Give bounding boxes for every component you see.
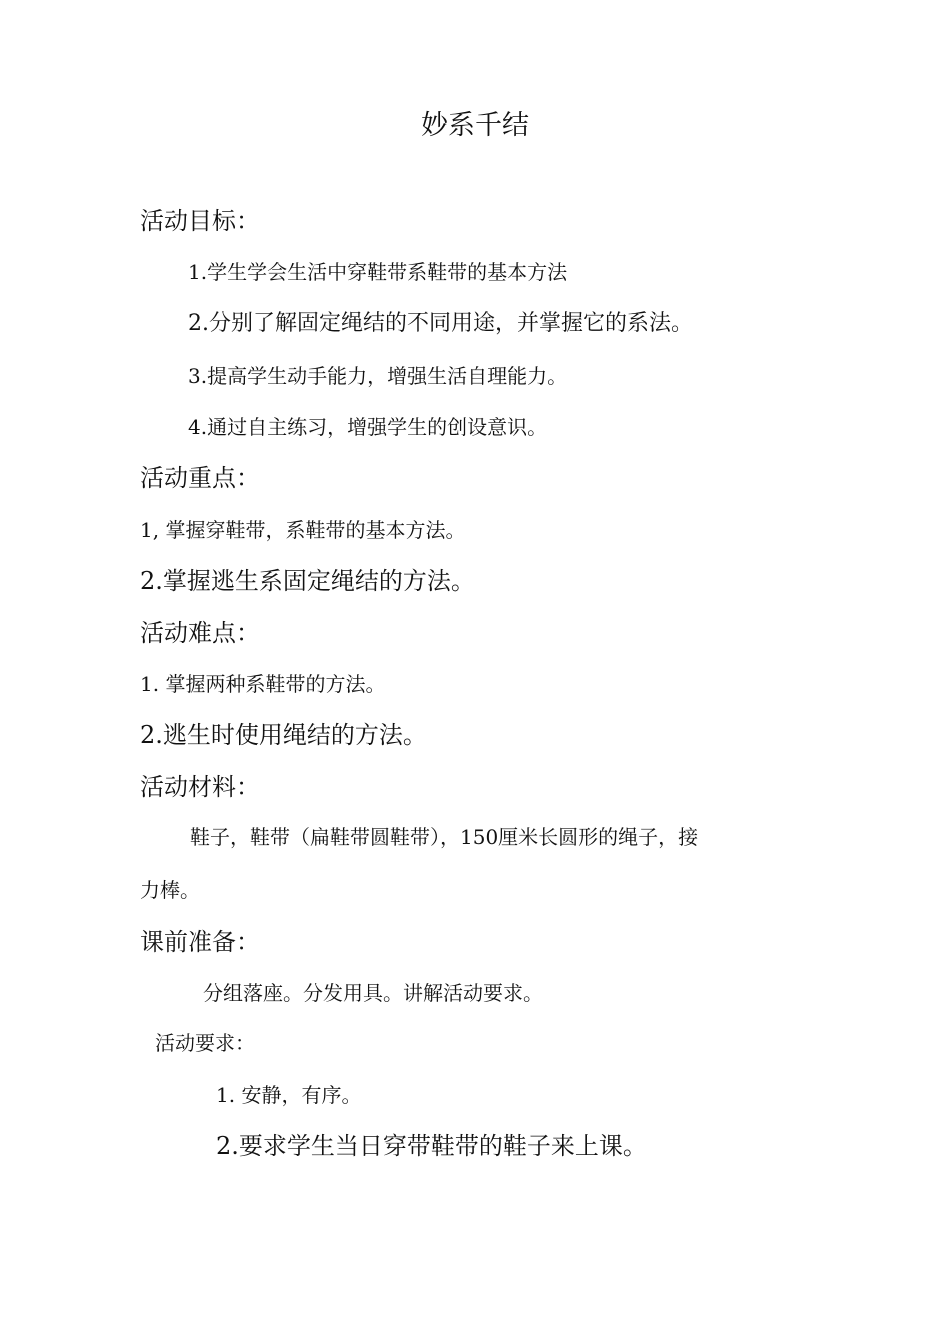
objectives-heading: 活动目标：: [140, 207, 260, 235]
preparation-heading: 课前准备：: [140, 928, 260, 956]
materials-heading: 活动材料：: [140, 773, 260, 801]
difficulties-heading: 活动难点：: [140, 619, 260, 647]
key-point-item-2: 2.掌握逃生系固定绳结的方法。: [140, 567, 475, 595]
key-point-item-1: 1, 掌握穿鞋带，系鞋带的基本方法。: [140, 518, 466, 542]
difficulty-item-2: 2.逃生时使用绳结的方法。: [140, 721, 427, 749]
objective-item-2: 2.分别了解固定绳结的不同用途，并掌握它的系法。: [188, 311, 693, 336]
requirement-item-1: 1. 安静，有序。: [216, 1083, 362, 1107]
preparation-text: 分组落座。分发用具。讲解活动要求。: [203, 981, 543, 1005]
materials-text-line2: 力棒。: [140, 878, 200, 902]
requirement-item-2: 2.要求学生当日穿带鞋带的鞋子来上课。: [216, 1132, 647, 1160]
difficulty-item-1: 1. 掌握两种系鞋带的方法。: [140, 672, 386, 696]
objective-item-3: 3.提高学生动手能力，增强生活自理能力。: [188, 364, 568, 388]
materials-text-line1: 鞋子，鞋带（扁鞋带圆鞋带），150厘米长圆形的绳子，接: [190, 825, 699, 849]
objective-item-4: 4.通过自主练习，增强学生的创设意识。: [188, 415, 548, 439]
requirements-heading: 活动要求：: [155, 1031, 255, 1055]
document-title: 妙系千结: [421, 110, 529, 141]
key-points-heading: 活动重点：: [140, 464, 260, 492]
objective-item-1: 1.学生学会生活中穿鞋带系鞋带的基本方法: [188, 260, 568, 284]
